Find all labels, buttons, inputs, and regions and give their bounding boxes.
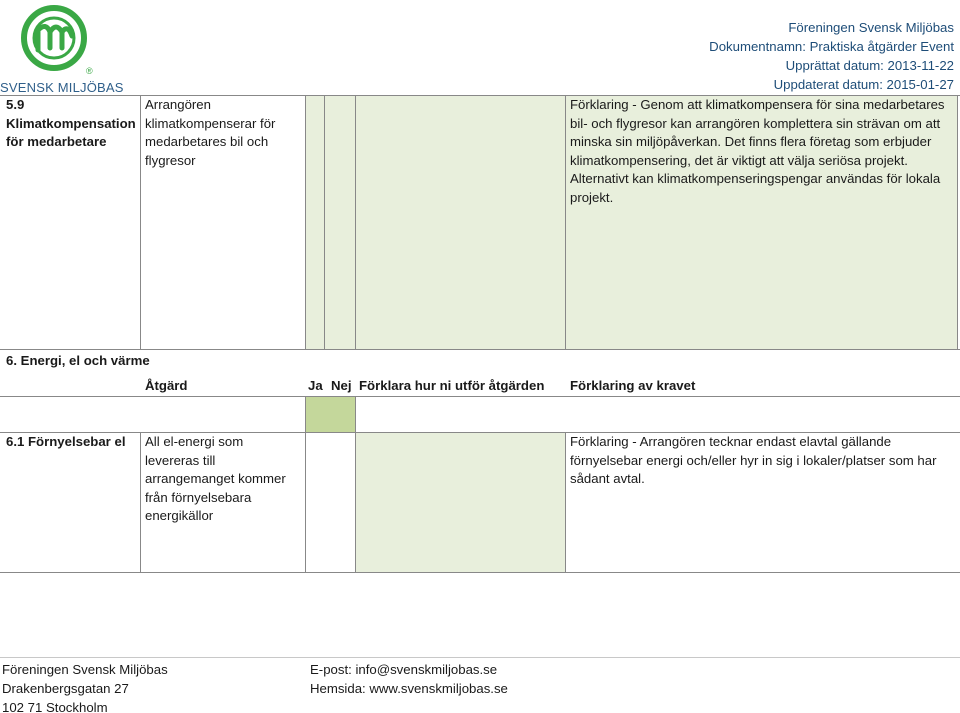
footer-address xyxy=(2,660,168,713)
table-border xyxy=(0,432,960,433)
column-header-yes: Ja xyxy=(308,378,323,393)
svensk-miljobas-logo xyxy=(0,0,124,96)
table-border xyxy=(305,396,306,572)
logo-text: SVENSK MILJÖBAS xyxy=(0,80,124,95)
header-updated: Uppdaterat datum: 2015-01-27 xyxy=(773,77,954,92)
table-border xyxy=(140,95,141,349)
document-header xyxy=(709,18,954,94)
row61-how-cell[interactable] xyxy=(355,432,565,572)
footer-web[interactable]: Hemsida: www.svenskmiljobas.se xyxy=(310,681,508,696)
table-border xyxy=(140,432,141,572)
column-header-explanation: Förklaring av kravet xyxy=(570,378,696,393)
row61-yes-cell[interactable] xyxy=(305,396,355,432)
footer-city: 102 71 Stockholm xyxy=(2,700,108,713)
row59-yes-cell[interactable] xyxy=(305,95,324,349)
table-border xyxy=(0,572,960,573)
table-border xyxy=(355,95,356,349)
row59-number-title xyxy=(6,96,140,152)
row59-title: Klimatkompensation för medarbetare xyxy=(6,115,136,150)
row61-explanation: Förklaring - Arrangören tecknar endast elavtal gällande förnyelsebar energi och/eller hyr in sig i lokaler/platser som har sådant avtal. xyxy=(570,434,937,487)
table-border xyxy=(305,95,306,349)
table-border xyxy=(0,349,960,350)
footer-contact xyxy=(310,660,508,698)
table-border xyxy=(957,95,958,349)
footer-divider xyxy=(0,657,960,658)
row59-number: 5.9 xyxy=(6,97,25,112)
header-org: Föreningen Svensk Miljöbas xyxy=(788,20,954,35)
footer-street: Drakenbergsgatan 27 xyxy=(2,681,129,696)
table-border xyxy=(355,396,356,572)
row61-title: 6.1 Förnyelsebar el xyxy=(6,434,126,449)
header-doc-name: Dokumentnamn: Praktiska åtgärder Event xyxy=(709,39,954,54)
registered-mark: ® xyxy=(86,66,93,76)
row59-how-cell[interactable] xyxy=(355,95,565,349)
row59-explanation: Förklaring - Genom att klimatkompensera för sina medarbetares bil- och flygresor kan arrangören komplettera sin strävan om att minska sin miljöpåverkan. Det finns flera företag som erbjuder klimatkompensering, det är viktigt att välja seriösa projekt. Alternativt kan klimatkompenseringspengar användas för lokala projekt. xyxy=(570,97,945,205)
column-header-how: Förklara hur ni utför åtgärden xyxy=(359,378,545,393)
footer-org: Föreningen Svensk Miljöbas xyxy=(2,662,168,677)
table-border xyxy=(565,95,566,349)
row59-no-cell[interactable] xyxy=(324,95,355,349)
table-border xyxy=(0,396,960,397)
header-created: Upprättat datum: 2013-11-22 xyxy=(785,58,954,73)
logo-m-icon xyxy=(16,2,100,78)
table-border xyxy=(0,95,960,96)
row61-requirement: All el-energi som levereras till arrangemanget kommer från förnyelsebara energikällor xyxy=(145,434,286,524)
section6-title: 6. Energi, el och värme xyxy=(6,353,150,368)
column-header-action: Åtgärd xyxy=(145,378,188,393)
footer-email[interactable]: E-post: info@svenskmiljobas.se xyxy=(310,662,498,677)
row59-requirement: Arrangören klimatkompenserar för medarbetares bil och flygresor xyxy=(145,97,276,168)
column-header-no: Nej xyxy=(331,378,352,393)
table-border xyxy=(324,95,325,349)
table-border xyxy=(565,432,566,572)
